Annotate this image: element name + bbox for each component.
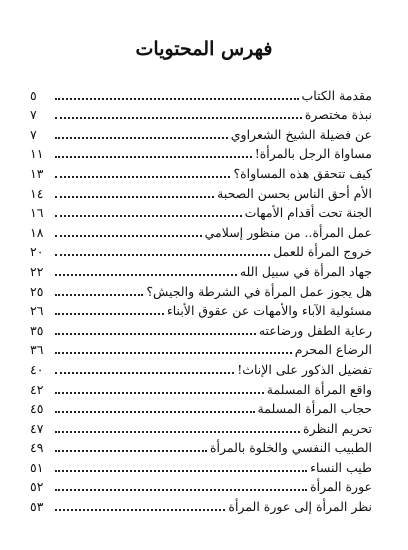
toc-dot-leader bbox=[55, 215, 242, 217]
toc-entry bbox=[30, 104, 372, 124]
toc-entry-title: رعاية الطفل ورضاعته bbox=[258, 322, 372, 338]
toc-dot-leader bbox=[55, 431, 300, 433]
toc-entry-page-number: ١٨ bbox=[30, 224, 44, 240]
toc-entry-title: جهاد المرأة في سبيل الله bbox=[239, 263, 372, 279]
toc-dot-leader bbox=[55, 411, 255, 413]
toc-dot-leader bbox=[55, 176, 230, 178]
toc-entry-title: نبذة مختصرة bbox=[304, 107, 372, 123]
toc-entry-page-number: ٣٦ bbox=[30, 342, 44, 358]
toc-entry-title: الجنة تحت أقدام الأمهات bbox=[244, 205, 372, 221]
toc-entry-title: عمل المرأة.. من منظور إسلامي bbox=[204, 224, 372, 240]
toc-entry bbox=[30, 280, 372, 300]
toc-entry-page-number: ٢٠ bbox=[30, 244, 44, 260]
toc-entry bbox=[30, 123, 372, 143]
toc-entry-page-number: ٧ bbox=[30, 107, 37, 123]
toc-entry bbox=[30, 202, 372, 222]
toc-entry bbox=[30, 339, 372, 359]
page-title: فهرس المحتويات bbox=[135, 38, 273, 60]
toc-entry bbox=[30, 241, 372, 261]
toc-entry bbox=[30, 221, 372, 241]
toc-entry-page-number: ٥٢ bbox=[30, 479, 44, 495]
toc-dot-leader bbox=[55, 333, 256, 335]
toc-entry-page-number: ٢٦ bbox=[30, 303, 44, 319]
toc-entry bbox=[30, 437, 372, 457]
toc-dot-leader bbox=[55, 450, 207, 452]
toc-entry-page-number: ٤٧ bbox=[30, 420, 44, 436]
toc-entry-title: تفضيل الذكور على الإناث! bbox=[237, 361, 372, 377]
toc-entry-page-number: ٣٥ bbox=[30, 322, 44, 338]
toc-entry bbox=[30, 378, 372, 398]
toc-entry-title: كيف تتحقق هذه المساواة؟ bbox=[233, 165, 372, 181]
toc-entry bbox=[30, 300, 372, 320]
toc-dot-leader bbox=[55, 274, 237, 276]
toc-dot-leader bbox=[55, 294, 143, 296]
toc-entry bbox=[30, 260, 372, 280]
toc-entry-title: عورة المرأة bbox=[310, 479, 372, 495]
toc-entry bbox=[30, 495, 372, 515]
toc-entry bbox=[30, 417, 372, 437]
toc-entry-page-number: ٢٢ bbox=[30, 263, 44, 279]
toc-entry-title: مساواة الرجل بالمرأة! bbox=[254, 146, 372, 162]
toc-entry-title: الأم أحق الناس بحسن الصحبة bbox=[217, 185, 372, 201]
toc-entry-page-number: ٥ bbox=[30, 87, 37, 103]
toc-entry-page-number: ٥٣ bbox=[30, 499, 44, 515]
toc-entry-page-number: ١٤ bbox=[30, 185, 44, 201]
toc-entry bbox=[30, 143, 372, 163]
toc-entry bbox=[30, 398, 372, 418]
toc-dot-leader bbox=[55, 509, 225, 511]
toc-entry-title: عن فضيلة الشيخ الشعراوي bbox=[230, 126, 372, 142]
toc-dot-leader bbox=[55, 196, 214, 198]
toc-entry bbox=[30, 456, 372, 476]
toc-entry-title: هل يجوز عمل المرأة في الشرطة والجيش؟ bbox=[146, 283, 372, 299]
toc-dot-leader bbox=[55, 372, 234, 374]
toc-entry bbox=[30, 162, 372, 182]
toc-entry bbox=[30, 358, 372, 378]
toc-entry-title: مسئولية الآباء والأمهات عن عقوق الأبناء bbox=[166, 303, 372, 319]
toc-entry-page-number: ٤٢ bbox=[30, 381, 44, 397]
toc-entry bbox=[30, 182, 372, 202]
toc-entry-page-number: ٢٥ bbox=[30, 283, 44, 299]
toc-dot-leader bbox=[55, 254, 270, 256]
toc-entry-title: تحريم النظرة bbox=[303, 420, 372, 436]
toc-entry-title: مقدمة الكتاب bbox=[301, 87, 372, 103]
toc-entry-title: واقع المرأة المسلمة bbox=[266, 381, 372, 397]
table-of-contents bbox=[30, 84, 372, 515]
toc-entry-title: الرضاع المحرم bbox=[294, 342, 372, 358]
toc-entry-page-number: ٧ bbox=[30, 126, 37, 142]
toc-entry-title: الطبيب النفسي والخلوة بالمرأة bbox=[210, 440, 372, 456]
toc-entry-title: طيب النساء bbox=[310, 459, 372, 475]
toc-dot-leader bbox=[55, 352, 292, 354]
toc-dot-leader bbox=[55, 156, 252, 158]
toc-entry-page-number: ٤٩ bbox=[30, 440, 44, 456]
toc-dot-leader bbox=[55, 489, 307, 491]
toc-dot-leader bbox=[55, 313, 164, 315]
toc-dot-leader bbox=[55, 470, 307, 472]
toc-dot-leader bbox=[55, 137, 228, 139]
toc-dot-leader bbox=[55, 392, 264, 394]
toc-dot-leader bbox=[55, 235, 202, 237]
toc-dot-leader bbox=[55, 117, 302, 119]
toc-entry-title: حجاب المرأة المسلمة bbox=[257, 401, 372, 417]
toc-entry bbox=[30, 476, 372, 496]
toc-entry-page-number: ٥١ bbox=[30, 459, 44, 475]
toc-entry-title: خروج المرأة للعمل bbox=[273, 244, 372, 260]
toc-entry bbox=[30, 84, 372, 104]
toc-entry-page-number: ١٣ bbox=[30, 165, 44, 181]
toc-entry-page-number: ١٦ bbox=[30, 205, 44, 221]
toc-entry-page-number: ٤٥ bbox=[30, 401, 44, 417]
toc-entry-page-number: ٤٠ bbox=[30, 361, 44, 377]
toc-entry bbox=[30, 319, 372, 339]
toc-entry-title: نظر المرأة إلى عورة المرأة bbox=[228, 499, 372, 515]
toc-dot-leader bbox=[55, 98, 299, 100]
toc-entry-page-number: ١١ bbox=[30, 146, 44, 162]
